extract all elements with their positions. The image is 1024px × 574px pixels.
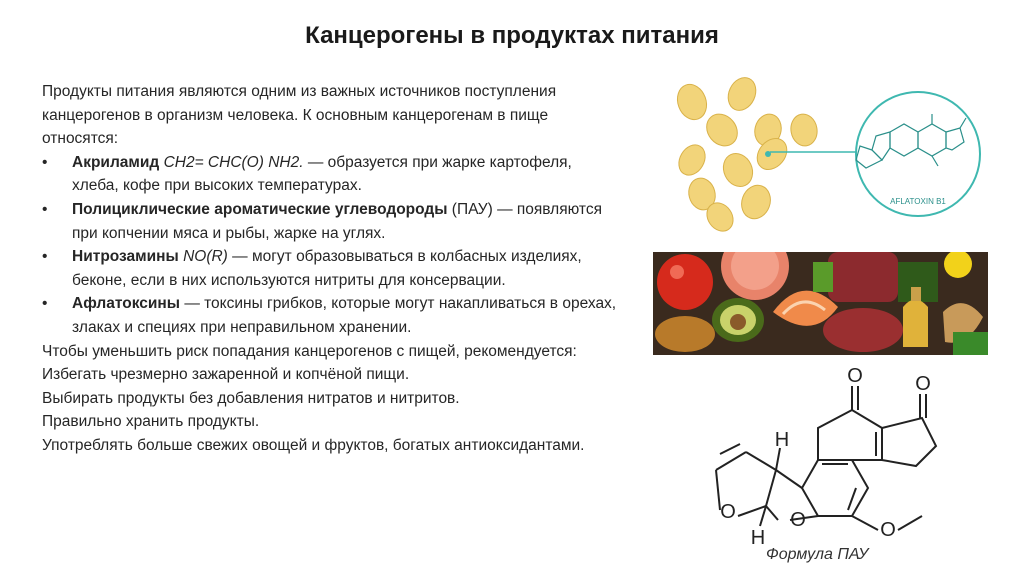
intro-text: Продукты питания являются одним из важных источников поступления канцерогенов в организм человека. К основным канцерогенам в пище относятся: [42,83,557,148]
atom-oxygen: O [720,501,736,523]
chemical-formula-diagram [690,360,970,550]
page-title: Канцерогены в продуктах питания [305,22,719,49]
food-photo [653,252,988,355]
recommendation: Правильно хранить продукты. [42,413,260,431]
recommendation: Избегать чрезмерно зажаренной и копчёной пищи. [42,366,410,384]
list-item: • Афлатоксины — токсины грибков, которые могут накапливаться в орехах, злаках и специях при неправильном хранении. [42,292,617,339]
atom-oxygen: O [880,519,896,541]
atom-hydrogen: H [750,527,766,549]
recommendation: Употреблять больше свежих овощей и фруктов, богатых антиоксидантами. [42,436,585,454]
carcinogen-list [42,151,617,340]
atom-oxygen: O [847,365,863,387]
recommend-intro: Чтобы уменьшить риск попадания канцерогенов с пищей, рекомендуется: [42,342,577,360]
aflatoxin-grains-illustration [660,72,1010,242]
atom-oxygen: O [790,509,806,531]
list-item: • Акриламид CH2= CHC(O) NH2. — образуется при жарке картофеля, хлеба, кофе при высоких температурах. [42,151,617,198]
list-item: • Нитрозамины NO(R) — могут образовываться в колбасных изделиях, беконе, если в них используются нитриты для консервации. [42,245,617,292]
atom-hydrogen: H [774,429,790,451]
atom-oxygen: O [915,373,931,395]
aflatoxin-label: AFLATOXIN B1 [890,197,946,206]
list-item: • Полициклические ароматические углеводороды (ПАУ) — появляются при копчении мяса и рыбы, жарке на углях. [42,198,617,245]
recommendation: Выбирать продукты без добавления нитратов и нитритов. [42,389,460,407]
main-text [42,80,617,458]
formula-caption: Формула ПАУ [766,546,869,563]
